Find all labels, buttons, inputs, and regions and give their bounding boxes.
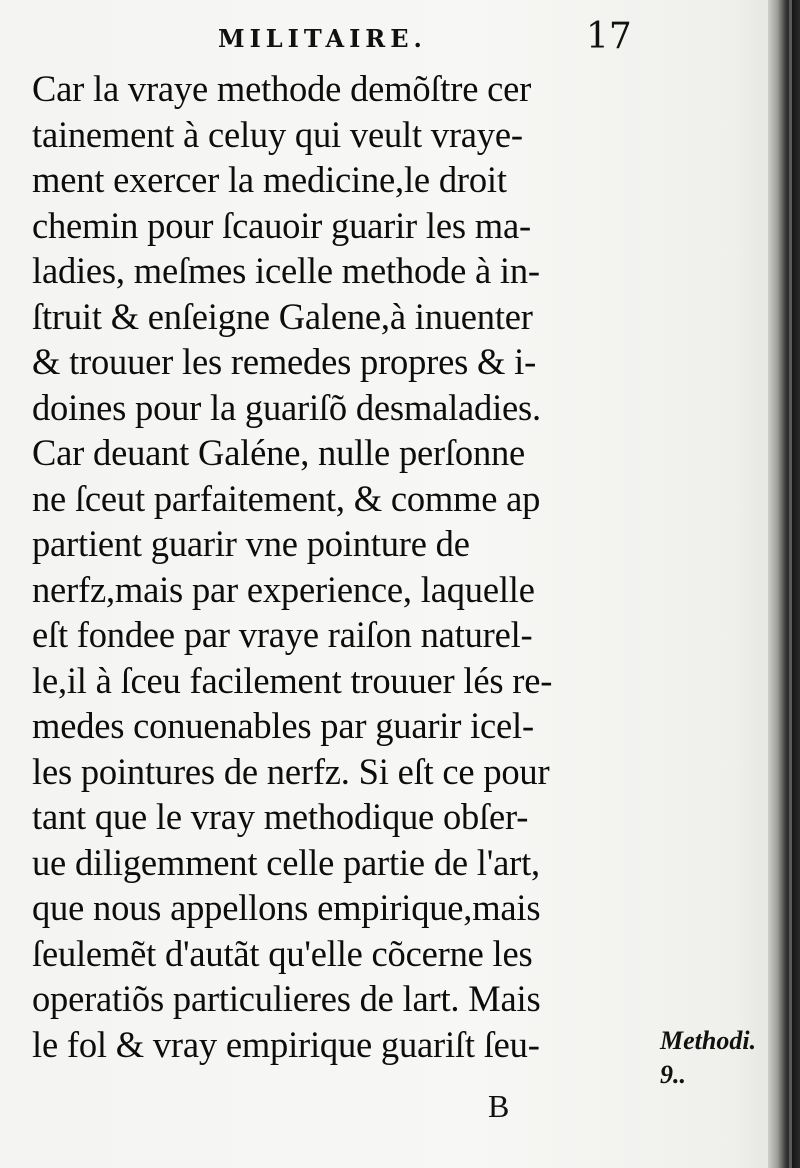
text-line: ue diligemment celle partie de l'art, xyxy=(32,841,540,883)
text-line: tainement à celuy qui veult vraye- xyxy=(32,113,523,155)
text-line: eſt fondee par vraye raiſon naturel- xyxy=(32,614,533,655)
book-binding-shadow xyxy=(768,0,800,1168)
text-line: le,il à ſceu facilement trouuer lés re- xyxy=(32,659,553,701)
text-line: le fol & vray empirique guariſt ſeu- xyxy=(32,1023,540,1065)
margin-note-line: Methodi. xyxy=(660,1026,757,1055)
signature-mark: B xyxy=(488,1088,510,1124)
text-line: ne ſceut parfaitement, & comme ap xyxy=(32,477,541,519)
text-line: ment exercer la medicine,le droit xyxy=(32,159,507,200)
text-line: que nous appellons empirique,mais xyxy=(32,887,541,928)
binding-edge xyxy=(789,0,792,1168)
text-line: Car la vraye methode demõſtre cer xyxy=(32,68,532,109)
text-line: partient guarir vne pointure de xyxy=(32,523,470,564)
text-line: chemin pour ſcauoir guarir les ma- xyxy=(32,204,531,246)
text-line: nerfz,mais par experience, laquelle xyxy=(32,568,535,610)
text-line: tant que le vray methodique obſer- xyxy=(32,796,529,837)
page-number: 17 xyxy=(586,16,632,57)
margin-note-line: 9.. xyxy=(660,1060,686,1089)
margin-note xyxy=(660,1024,756,1092)
text-line: operatiõs particulieres de lart. Mais xyxy=(32,978,541,1019)
body-text xyxy=(32,66,632,1067)
text-line: ſeulemẽt d'autãt qu'elle cõcerne les xyxy=(32,932,533,974)
text-line: medes conuenables par guarir icel- xyxy=(32,705,534,746)
text-line: ladies, meſmes icelle methode à in- xyxy=(32,250,540,291)
page-header xyxy=(0,12,760,60)
text-line: doines pour la guariſõ desmaladies. xyxy=(32,386,541,428)
running-head: MILITAIRE. xyxy=(218,24,427,53)
text-line: ſtruit & enſeigne Galene,à inuenter xyxy=(32,295,533,337)
text-line: & trouuer les remedes propres & i- xyxy=(32,341,537,382)
text-line: Car deuant Galéne, nulle perſonne xyxy=(32,432,526,473)
text-line: les pointures de nerfz. Si eſt ce pour xyxy=(32,750,550,792)
